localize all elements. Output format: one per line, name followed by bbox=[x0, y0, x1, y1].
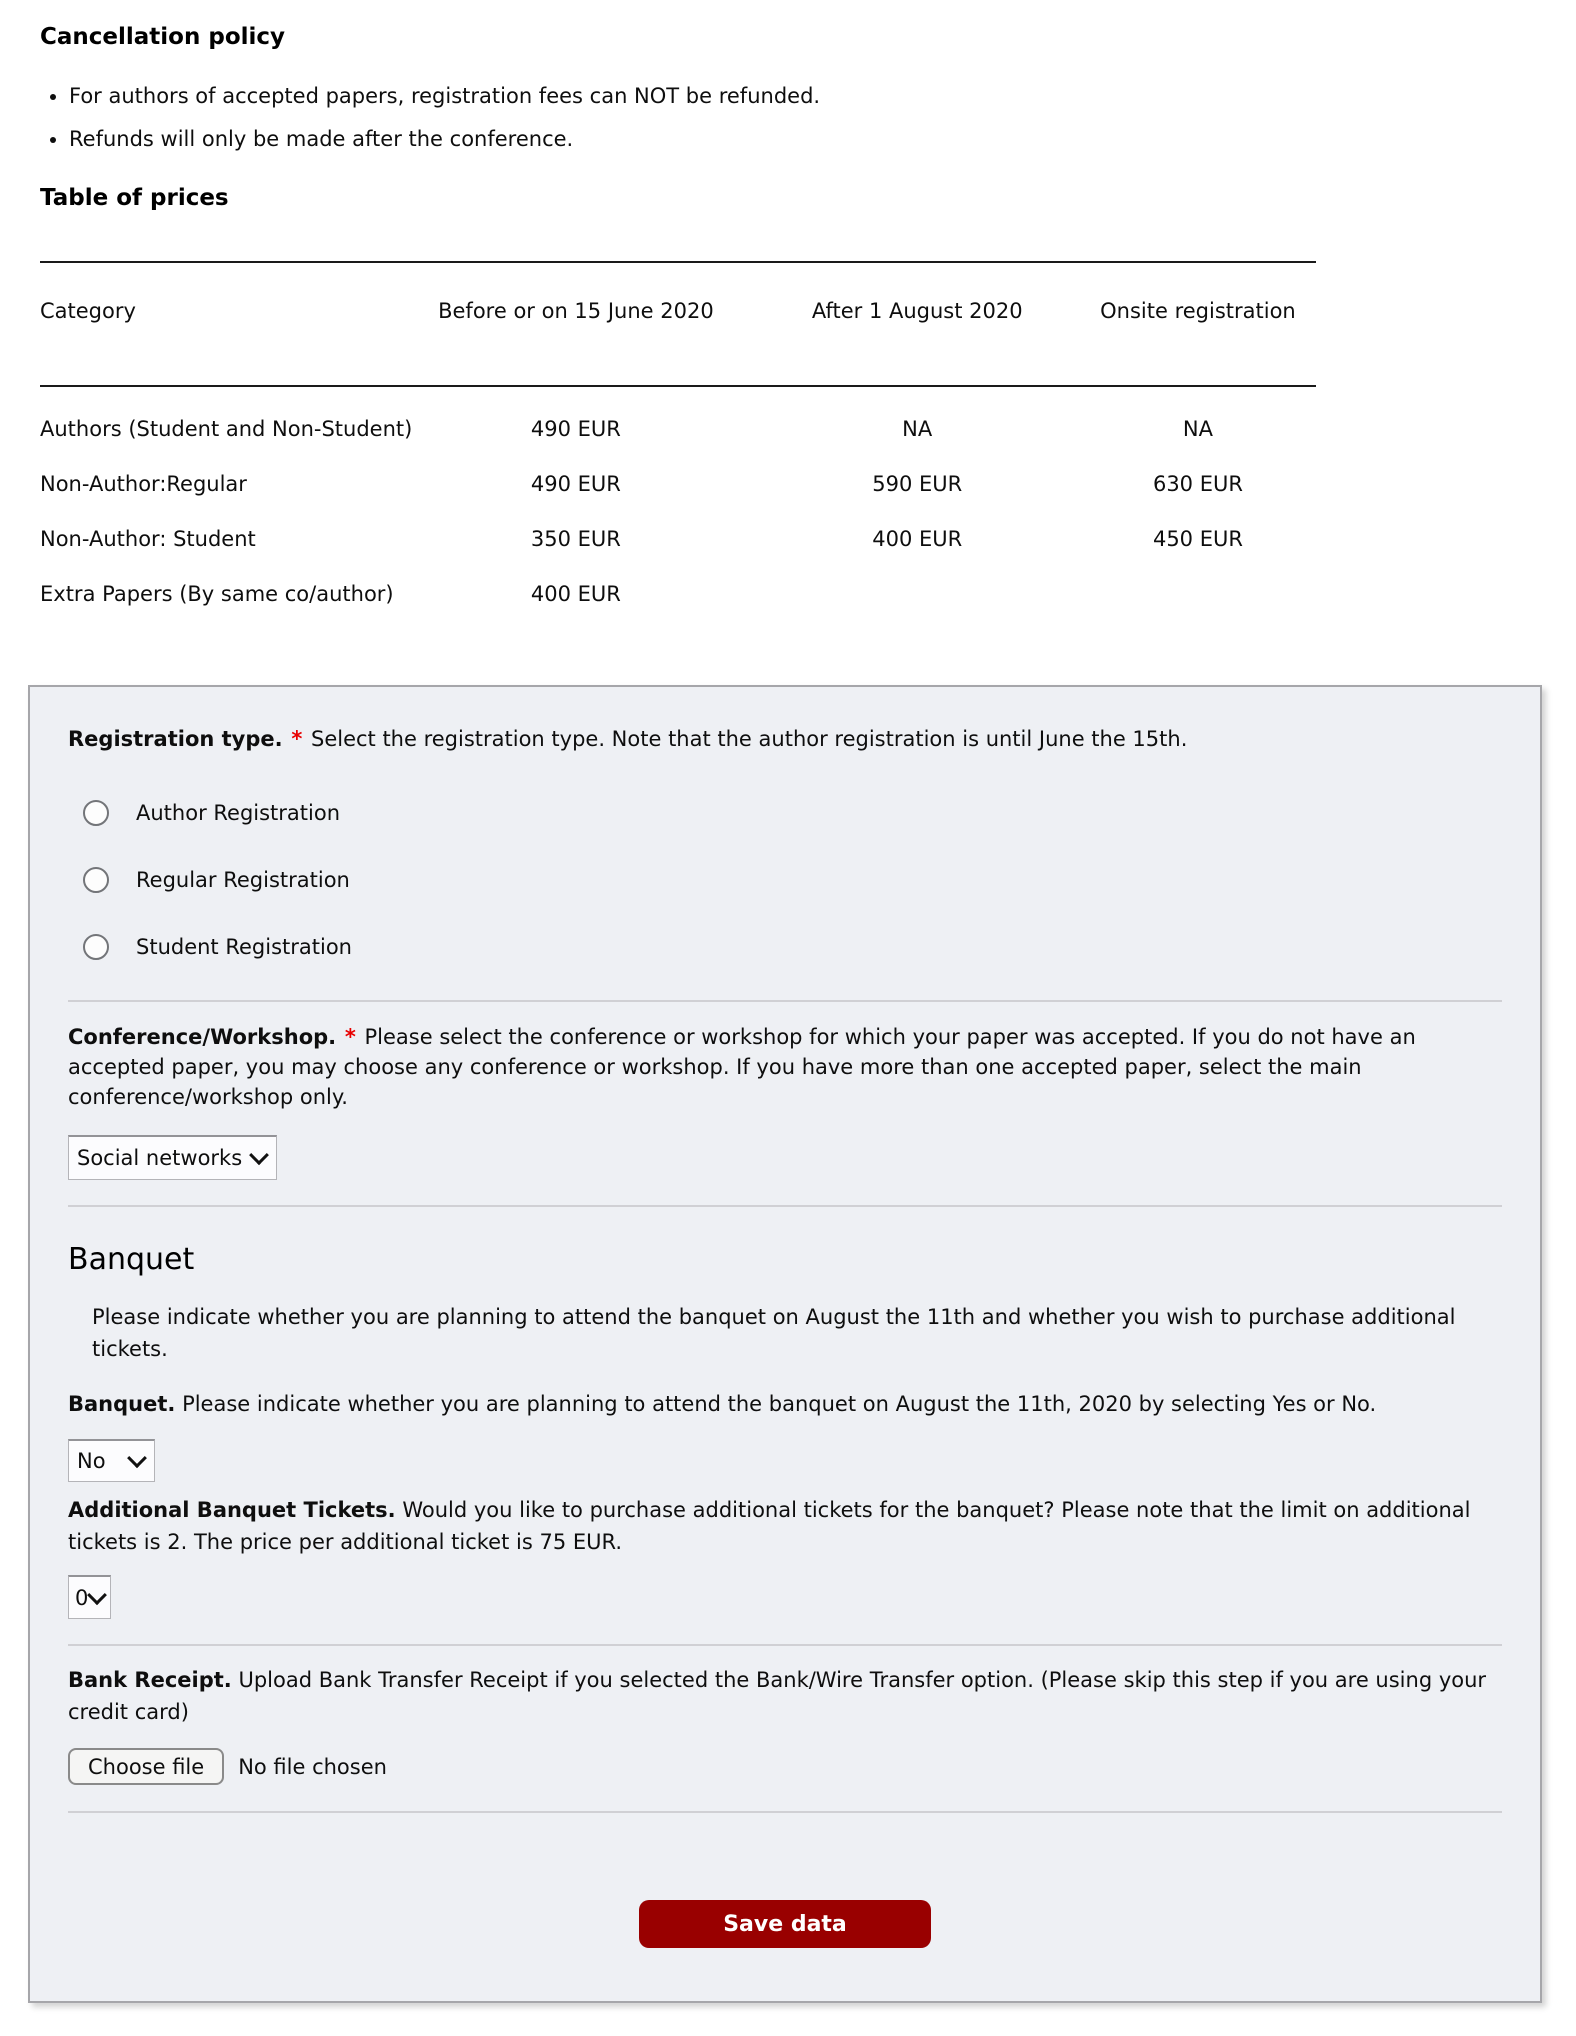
file-chosen-status: No file chosen bbox=[238, 1754, 387, 1779]
required-asterisk: * bbox=[291, 727, 303, 751]
additional-tickets-select-value: 0 bbox=[75, 1585, 89, 1610]
radio-option-student[interactable] bbox=[83, 932, 1502, 962]
col-onsite: Onsite registration bbox=[1100, 299, 1296, 323]
bank-receipt-description: Upload Bank Transfer Receipt if you selected the Bank/Wire Transfer option. (Please skip this step if you are using your credit card) bbox=[68, 1668, 1487, 1724]
section-divider bbox=[68, 1000, 1502, 1002]
cell-category: Non-Author:Regular bbox=[40, 472, 247, 496]
prices-table bbox=[40, 261, 1316, 622]
table-row bbox=[40, 386, 1316, 457]
conference-select[interactable] bbox=[68, 1135, 277, 1180]
cancellation-policy-list bbox=[40, 80, 1536, 155]
chevron-down-icon bbox=[249, 1145, 269, 1165]
section-divider bbox=[68, 1811, 1502, 1813]
conference-select-value: Social networks bbox=[77, 1146, 243, 1170]
cell-early: 350 EUR bbox=[530, 527, 621, 551]
registration-type-label bbox=[68, 723, 1502, 755]
section-divider bbox=[68, 1205, 1502, 1207]
banquet-heading: Banquet bbox=[68, 1242, 195, 1277]
additional-tickets-description: Would you like to purchase additional tickets for the banquet? Please note that the limit on additional tickets is 2. The price per additional ticket is 75 EUR. bbox=[68, 1498, 1471, 1554]
save-row bbox=[68, 1900, 1502, 1948]
bank-receipt-label bbox=[68, 1664, 1502, 1728]
table-row bbox=[40, 457, 1316, 512]
table-of-prices-heading: Table of prices bbox=[40, 185, 229, 211]
registration-type-label-bold: Registration type. bbox=[68, 727, 283, 751]
chevron-down-icon bbox=[87, 1585, 107, 1605]
radio-button[interactable] bbox=[83, 800, 109, 826]
cell-late bbox=[755, 567, 1080, 622]
col-category: Category bbox=[40, 299, 136, 323]
cell-early: 490 EUR bbox=[530, 417, 621, 441]
banquet-select-value: No bbox=[77, 1449, 106, 1473]
policy-bullet: • For authors of accepted papers, registration fees can NOT be refunded. bbox=[69, 80, 1536, 112]
cell-onsite: NA bbox=[1182, 417, 1213, 441]
banquet-label bbox=[68, 1389, 1502, 1420]
cell-onsite bbox=[1080, 567, 1316, 622]
bank-receipt-file-input bbox=[68, 1748, 1502, 1785]
banquet-intro-text: Please indicate whether you are planning to attend the banquet on August the 11th and whether you wish to purchase additional tickets. bbox=[92, 1305, 1456, 1361]
radio-button[interactable] bbox=[83, 867, 109, 893]
radio-label: Student Registration bbox=[136, 935, 352, 959]
additional-tickets-label-bold: Additional Banquet Tickets. bbox=[68, 1498, 396, 1522]
prices-header-row bbox=[40, 262, 1316, 386]
choose-file-button[interactable]: Choose file bbox=[68, 1748, 224, 1785]
policy-and-prices-section bbox=[40, 0, 1536, 622]
conference-workshop-description: Please select the conference or workshop for which your paper was accepted. If you do not have an accepted paper, you may choose any conference or workshop. If you have more than one accepted paper, select the main conference/workshop only. bbox=[68, 1025, 1416, 1109]
radio-label: Regular Registration bbox=[136, 868, 350, 892]
radio-label: Author Registration bbox=[136, 801, 341, 825]
cell-early: 400 EUR bbox=[530, 582, 621, 606]
banquet-description: Please indicate whether you are planning to attend the banquet on August the 11th, 2020 by selecting Yes or No. bbox=[182, 1392, 1377, 1416]
chevron-down-icon bbox=[127, 1448, 147, 1468]
table-row bbox=[40, 512, 1316, 567]
radio-option-author[interactable] bbox=[83, 798, 1502, 828]
cell-onsite: 450 EUR bbox=[1152, 527, 1243, 551]
additional-tickets-select[interactable] bbox=[68, 1575, 111, 1619]
cell-late: NA bbox=[902, 417, 933, 441]
table-row bbox=[40, 567, 1316, 622]
policy-bullet: • Refunds will only be made after the conference. bbox=[69, 123, 1536, 155]
registration-type-description: Select the registration type. Note that the author registration is until June the 15th. bbox=[310, 727, 1188, 751]
col-early: Before or on 15 June 2020 bbox=[438, 299, 714, 323]
cell-late: 400 EUR bbox=[872, 527, 963, 551]
cell-early: 490 EUR bbox=[530, 472, 621, 496]
cell-category: Extra Papers (By same co/author) bbox=[40, 582, 394, 606]
cell-onsite: 630 EUR bbox=[1152, 472, 1243, 496]
cell-category: Non-Author: Student bbox=[40, 527, 256, 551]
bank-receipt-label-bold: Bank Receipt. bbox=[68, 1668, 232, 1692]
banquet-select[interactable] bbox=[68, 1439, 155, 1482]
radio-option-regular[interactable] bbox=[83, 865, 1502, 895]
save-data-button[interactable]: Save data bbox=[639, 1900, 931, 1948]
section-divider bbox=[68, 1644, 1502, 1646]
registration-form-panel bbox=[28, 685, 1542, 2003]
radio-button[interactable] bbox=[83, 934, 109, 960]
required-asterisk: * bbox=[344, 1025, 356, 1049]
cell-category: Authors (Student and Non-Student) bbox=[40, 417, 413, 441]
banquet-label-bold: Banquet. bbox=[68, 1392, 176, 1416]
additional-tickets-label bbox=[68, 1494, 1502, 1558]
conference-workshop-label-bold: Conference/Workshop. bbox=[68, 1025, 337, 1049]
cancellation-policy-heading: Cancellation policy bbox=[40, 24, 286, 50]
col-late: After 1 August 2020 bbox=[811, 299, 1023, 323]
conference-workshop-label bbox=[68, 1022, 1502, 1112]
cell-late: 590 EUR bbox=[872, 472, 963, 496]
